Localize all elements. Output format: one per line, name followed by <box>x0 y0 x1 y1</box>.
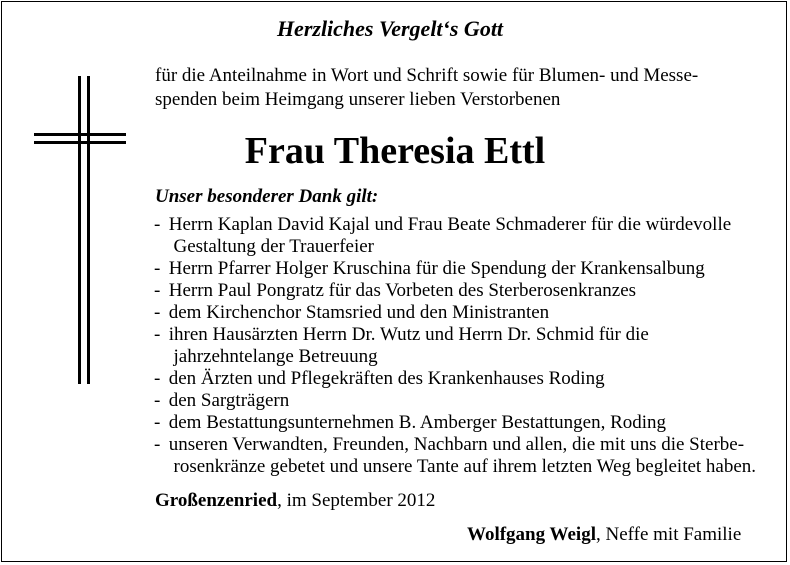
intro-line: spenden beim Heimgang unserer lieben Verstorbenen <box>155 89 561 110</box>
thanks-list <box>150 214 780 478</box>
thanks-item: - den Ärzten und Pflegekräften des Krankenhauses Roding <box>154 368 605 389</box>
signature <box>467 524 741 546</box>
thanks-item: - Herrn Kaplan David Kajal und Frau Beate Schmaderer für die würdevolle Gestaltung der Trauerfeier <box>154 214 732 257</box>
place-date <box>155 490 435 512</box>
thanks-item: - Herrn Paul Pongratz für das Vorbeten des Sterberosenkranzes <box>154 280 637 301</box>
signer-name: Wolfgang Weigl <box>467 524 596 545</box>
cross-icon <box>34 76 126 384</box>
intro-line: für die Anteilnahme in Wort und Schrift sowie für Blumen- und Messe- <box>155 65 699 86</box>
thanks-title: Unser besonderer Dank gilt: <box>155 186 379 207</box>
thanks-item: - unseren Verwandten, Freunden, Nachbarn und allen, die mit uns die Sterbe- rosenkränze gebetet und unsere Tante auf ihrem letzten Weg begleitet haben. <box>154 434 757 477</box>
deceased-name: Frau Theresia Ettl <box>244 130 546 172</box>
signer-suffix: , Neffe mit Familie <box>595 524 742 545</box>
heading: Herzliches Vergelt‘s Gott <box>276 16 504 41</box>
thanks-item: - dem Kirchenchor Stamsried und den Ministranten <box>154 302 550 323</box>
thanks-item: - den Sargträgern <box>154 390 290 411</box>
intro-text <box>155 64 765 112</box>
thanks-item: - ihren Hausärzten Herrn Dr. Wutz und Herrn Dr. Schmid für die jahrzehntelange Betreuung <box>154 324 649 367</box>
date: , im September 2012 <box>277 490 436 511</box>
place: Großenzenried <box>155 490 278 511</box>
thanks-item: - Herrn Pfarrer Holger Kruschina für die Spendung der Krankensalbung <box>154 258 705 279</box>
thanks-item: - dem Bestattungsunternehmen B. Amberger Bestattungen, Roding <box>154 412 667 433</box>
